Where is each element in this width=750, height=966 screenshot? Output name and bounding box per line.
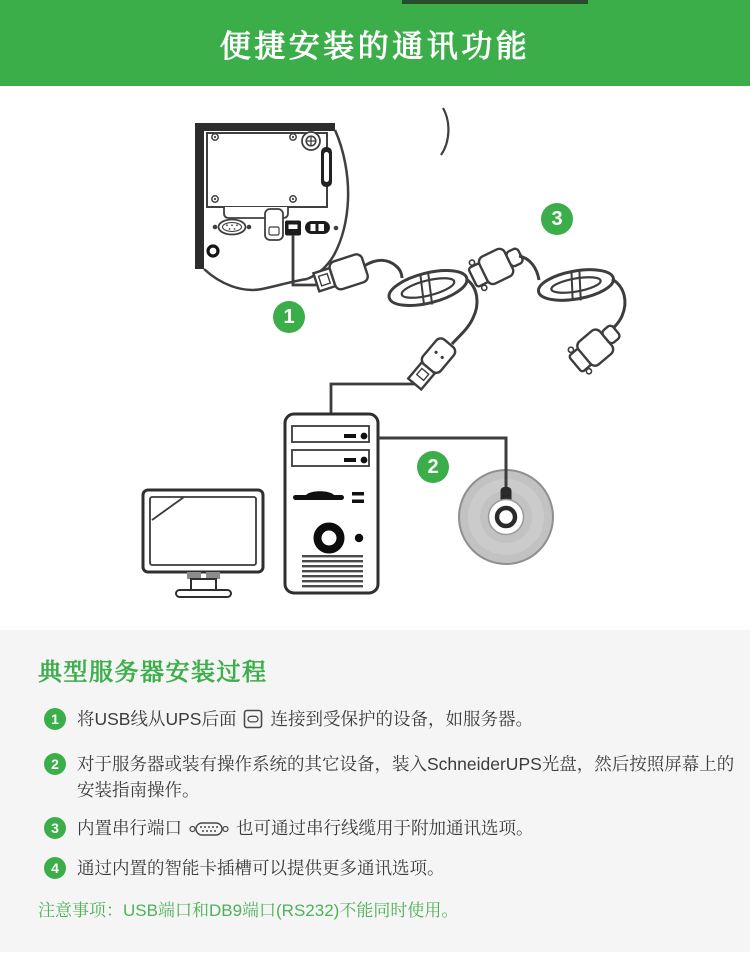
db9-serial-port-icon (189, 819, 229, 845)
page-title: 便捷安装的通讯功能 (219, 28, 531, 64)
diagram-callout-2: 2 (417, 451, 449, 483)
usb-cable (293, 235, 477, 414)
db9-plug-a (465, 240, 527, 293)
steps-list (0, 706, 750, 881)
step-text: 对于服务器或装有操作系统的其它设备，装入SchneiderUPS光盘，然后按照屏幕上的安装指南操作。 (77, 754, 735, 800)
step-item-4 (0, 855, 750, 881)
diagram-callout-1: 1 (273, 301, 305, 333)
step-number-badge: 4 (44, 857, 66, 879)
tower-connection-elbow (331, 384, 415, 414)
computer-tower (285, 414, 378, 593)
db9-plug-b (565, 318, 627, 378)
step-item-2 (0, 751, 750, 803)
top-dark-strip (402, 0, 588, 4)
cable-coil (385, 263, 471, 314)
usb-port (265, 209, 301, 240)
header-banner (0, 0, 750, 86)
serial-db9-cable (465, 240, 626, 377)
installation-diagram (0, 88, 750, 630)
step-number-badge: 1 (44, 708, 66, 730)
note-text: 注意事项：USB端口和DB9端口(RS232)不能同时使用。 (38, 901, 459, 920)
usb-b-plug (312, 253, 369, 296)
step-text: 将USB线从UPS后面 连接到受保护的设备，如服务器。 (77, 706, 533, 736)
monitor (143, 490, 263, 597)
installation-steps-section (0, 630, 750, 952)
diagram-callout-3: 3 (541, 203, 573, 235)
step-number-badge: 2 (44, 753, 66, 775)
step-text: 通过内置的智能卡插槽可以提供更多通讯选项。 (77, 858, 445, 878)
step-item-1 (0, 706, 750, 736)
step-number-badge: 3 (44, 817, 66, 839)
step-item-3 (0, 815, 750, 845)
section-title: 典型服务器安装过程 (38, 659, 268, 686)
db9-port (213, 220, 252, 235)
step-text: 内置串行端口 也可通过串行线缆用于附加通讯选项。 (77, 815, 534, 845)
cable-coil (536, 264, 616, 308)
usb-port-icon (243, 709, 263, 736)
ups-rear-panel (195, 108, 448, 290)
diagram-illustration (0, 88, 750, 630)
